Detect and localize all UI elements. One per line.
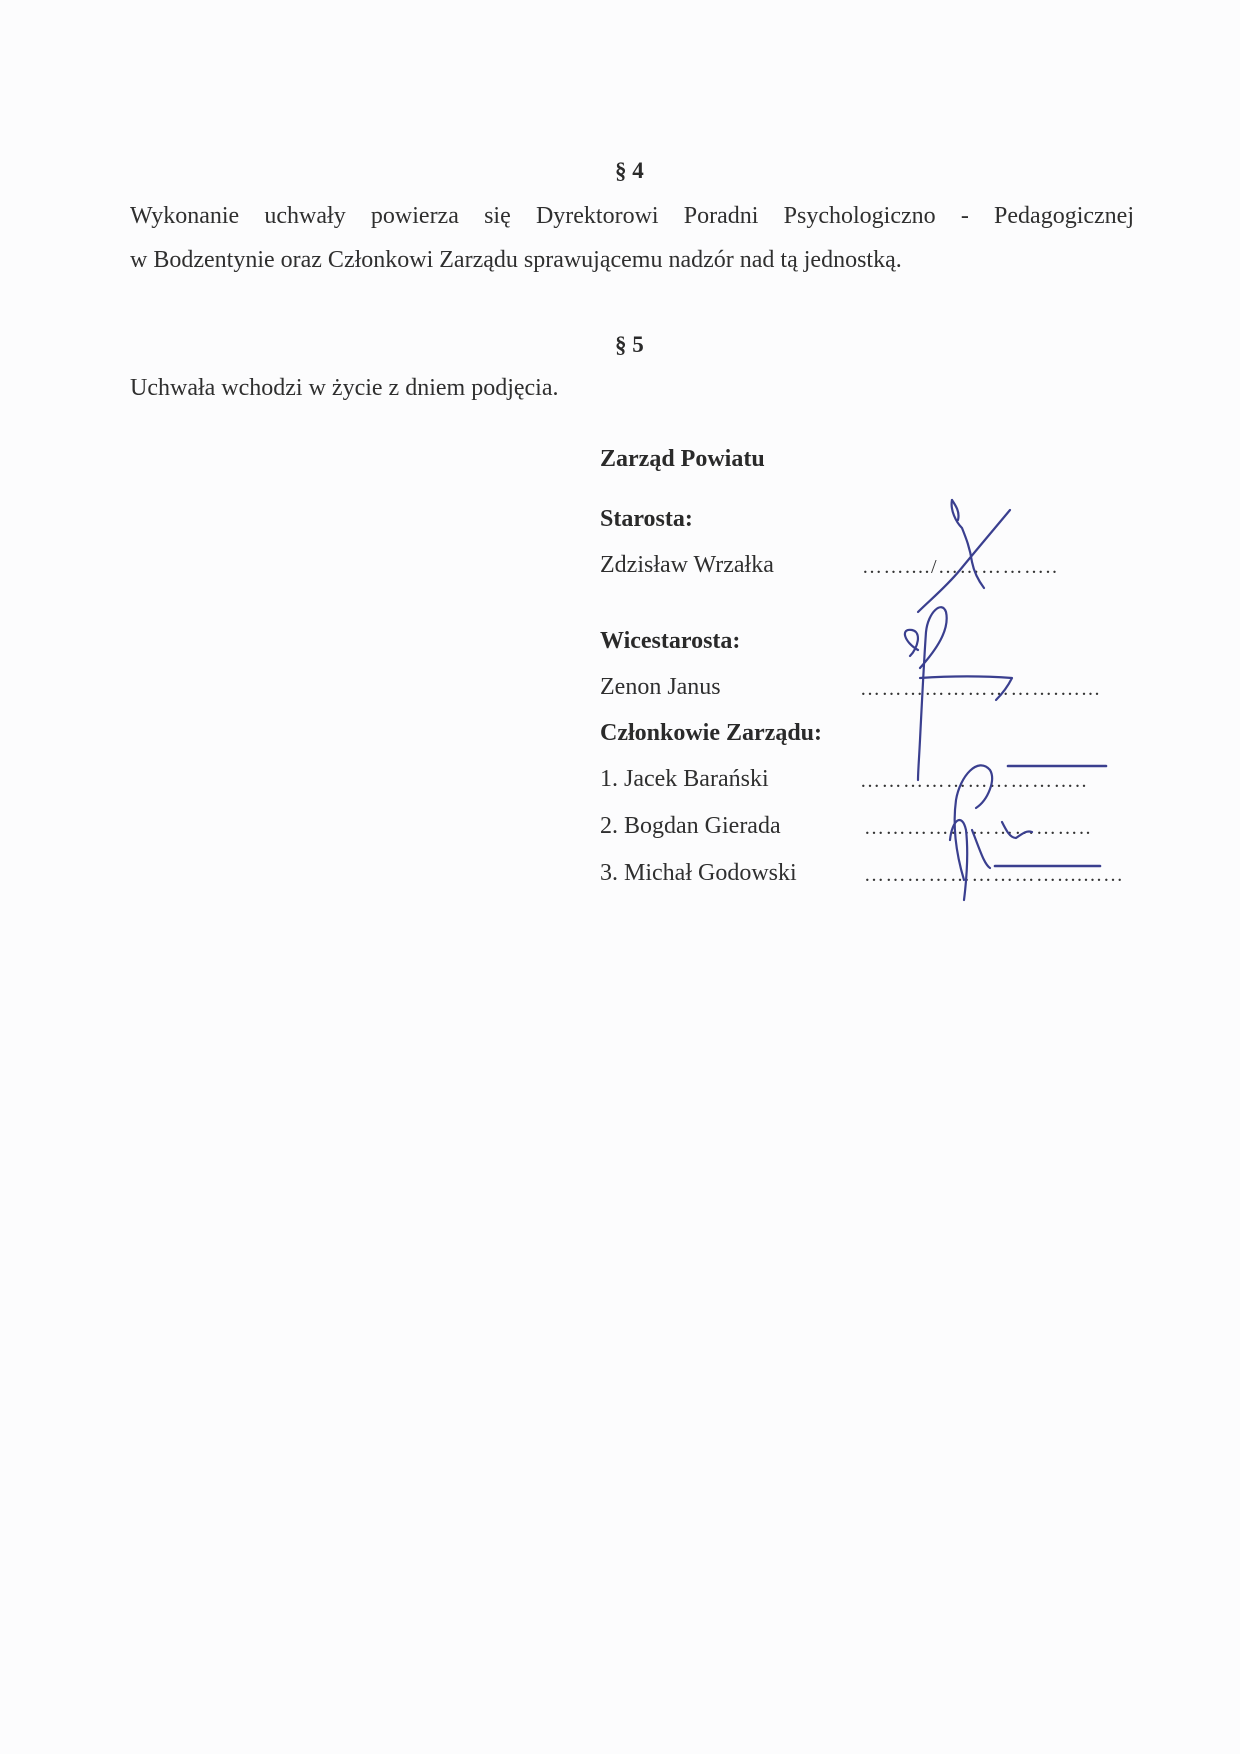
section-5-text: Uchwała wchodzi w życie z dniem podjęcia.	[130, 375, 559, 401]
section-4-line-1: Wykonanie uchwały powierza się Dyrektorowi Poradni Psychologiczno - Pedagogicznej	[130, 203, 1134, 229]
member-3-signature-line: ……………………….......…	[864, 864, 1125, 886]
member-2-signature-line: …………………………..	[864, 817, 1092, 839]
starosta-name: Zdzisław Wrzałka	[600, 552, 774, 578]
member-1-signature-line: …………………………..	[860, 770, 1088, 792]
member-2-name: 2. Bogdan Gierada	[600, 813, 781, 839]
wicestarosta-signature-line: ……………………….…...	[860, 678, 1101, 700]
members-label: Członkowie Zarządu:	[600, 720, 822, 746]
wicestarosta-label: Wicestarosta:	[600, 628, 741, 654]
section-5-mark: § 5	[615, 332, 644, 357]
starosta-signature-line: ……..../……………..	[862, 556, 1059, 578]
wicestarosta-name: Zenon Janus	[600, 674, 721, 700]
starosta-label: Starosta:	[600, 506, 693, 532]
section-4-mark: § 4	[615, 158, 644, 183]
member-1-name: 1. Jacek Barański	[600, 766, 769, 792]
member-3-name: 3. Michał Godowski	[600, 860, 797, 886]
board-title: Zarząd Powiatu	[600, 446, 765, 472]
section-4-line-2: w Bodzentynie oraz Członkowi Zarządu sprawującemu nadzór nad tą jednostką.	[130, 247, 902, 273]
